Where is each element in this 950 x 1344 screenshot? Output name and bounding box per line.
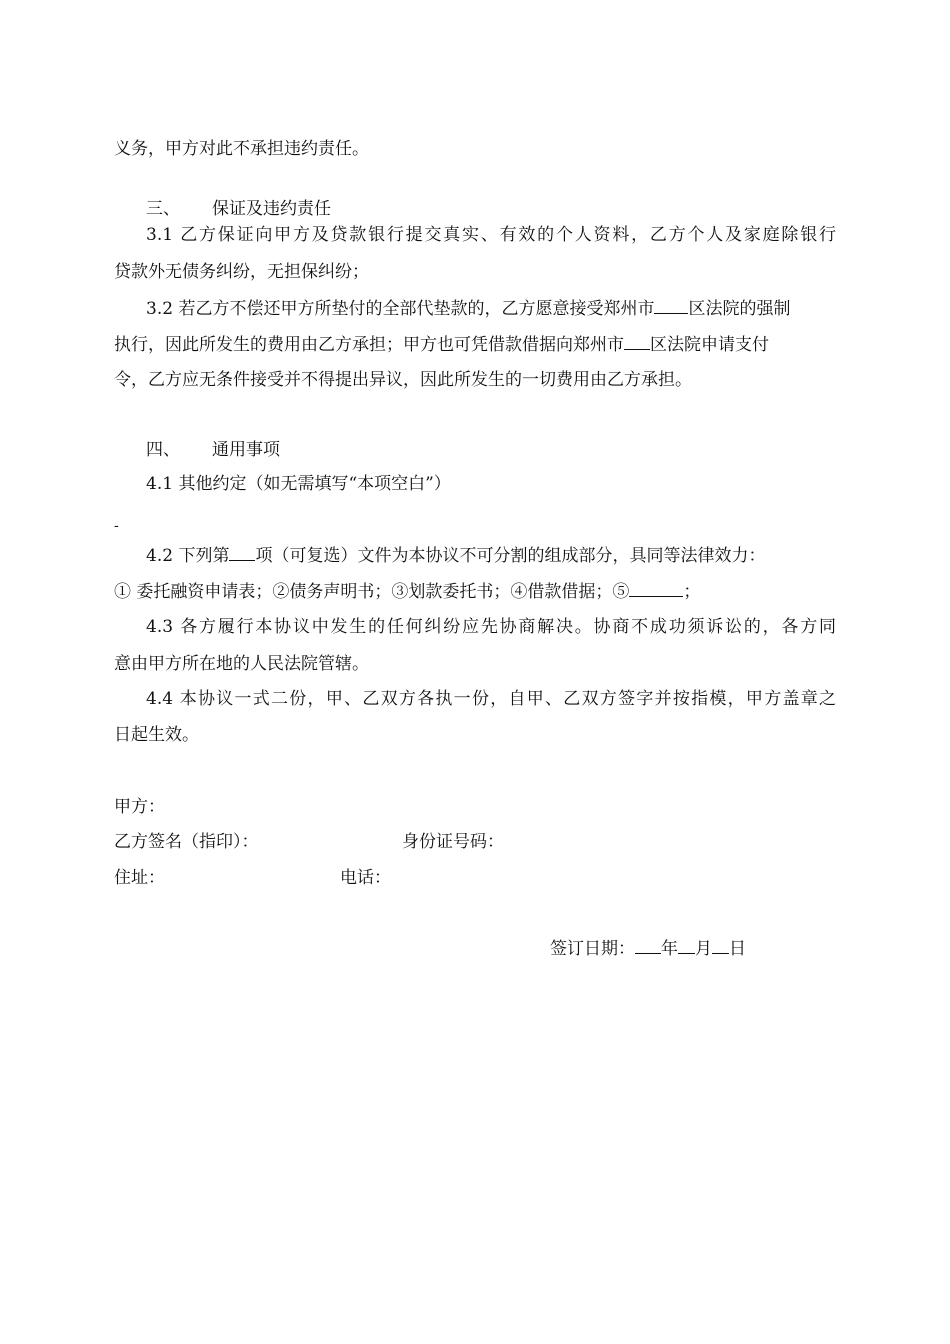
section-3-number: 三、 xyxy=(146,199,180,219)
clause-3-2-line-1 xyxy=(146,296,836,320)
blank-document-5[interactable] xyxy=(629,579,683,597)
clause-4-2-documents: ① 委托融资申请表；②债务声明书；③划款委托书；④借款借据；⑤ xyxy=(114,582,630,602)
blank-month[interactable] xyxy=(678,936,695,954)
clause-3-2-text-b: 区法院的强制 xyxy=(688,299,791,319)
clause-3-1-line-1: 3.1 乙方保证向甲方及贷款银行提交真实、有效的个人资料，乙方个人及家庭除银行 xyxy=(146,225,836,245)
clause-4-2-text-a: 4.2 下列第 xyxy=(146,546,230,566)
clause-3-2-line-2 xyxy=(114,332,836,356)
clause-4-2-line-2 xyxy=(114,579,836,603)
day-label: 日 xyxy=(729,939,746,959)
blank-day[interactable] xyxy=(712,936,729,954)
signing-date xyxy=(550,936,746,960)
month-label: 月 xyxy=(695,939,712,959)
clause-3-2-text-a: 3.2 若乙方不偿还甲方所垫付的全部代垫款的，乙方愿意接受郑州市 xyxy=(146,299,655,319)
clause-3-1-line-2: 贷款外无债务纠纷，无担保纠纷； xyxy=(114,262,369,282)
blank-item-number[interactable] xyxy=(229,543,255,561)
clause-4-4-line-1: 4.4 本协议一式二份，甲、乙双方各执一份，自甲、乙双方签字并按指模，甲方盖章之 xyxy=(146,689,836,709)
empty-marker: - xyxy=(114,518,119,534)
section-4-title: 通用事项 xyxy=(212,440,280,460)
party-b-signature-label: 乙方签名（指印）： xyxy=(114,832,259,852)
clause-4-2-text-b: 项（可复选）文件为本协议不可分割的组成部分，具同等法律效力： xyxy=(255,546,766,566)
id-number-label: 身份证号码： xyxy=(402,832,504,852)
section-4-number: 四、 xyxy=(146,440,180,460)
clause-3-2-line-3: 令，乙方应无条件接受并不得提出异议，因此所发生的一切费用由乙方承担。 xyxy=(114,370,692,390)
party-a-label: 甲方： xyxy=(114,797,165,817)
clause-4-2-end: ； xyxy=(683,582,701,602)
blank-year[interactable] xyxy=(635,936,661,954)
section-3-title: 保证及违约责任 xyxy=(212,199,331,219)
clause-4-3-line-1: 4.3 各方履行本协议中发生的任何纠纷应先协商解决。协商不成功须诉讼的，各方同 xyxy=(146,617,836,637)
clause-4-1: 4.1 其他约定（如无需填写“本项空白”） xyxy=(146,474,451,494)
continued-line: 义务，甲方对此不承担违约责任。 xyxy=(114,139,369,159)
clause-4-3-line-2: 意由甲方所在地的人民法院管辖。 xyxy=(114,654,369,674)
year-label: 年 xyxy=(661,939,678,959)
section-4-heading xyxy=(146,438,546,462)
address-label: 住址： xyxy=(114,868,165,888)
clause-3-2-text-d: 区法院申请支付 xyxy=(650,335,769,355)
phone-label: 电话： xyxy=(340,868,391,888)
blank-district-2[interactable] xyxy=(624,332,650,350)
clause-4-4-line-2: 日起生效。 xyxy=(114,725,199,745)
section-3-heading xyxy=(146,197,546,221)
date-label: 签订日期： xyxy=(550,939,635,959)
clause-4-2-line-1 xyxy=(146,543,836,567)
clause-3-2-text-c: 执行，因此所发生的费用由乙方承担；甲方也可凭借款借据向郑州市 xyxy=(114,335,624,355)
blank-district-1[interactable] xyxy=(654,296,688,314)
